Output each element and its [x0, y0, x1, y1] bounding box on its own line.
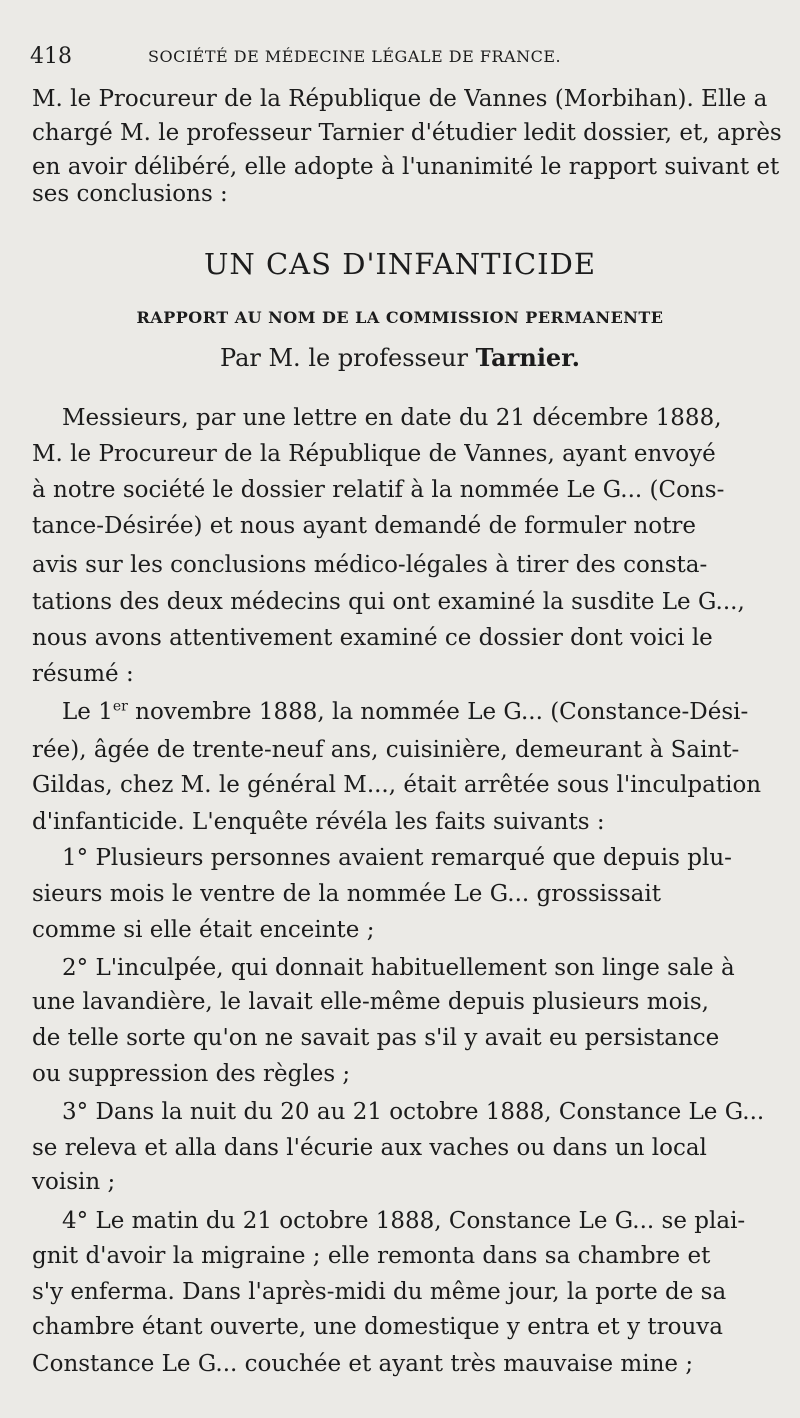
author-line — [0, 340, 800, 376]
running-header — [30, 42, 770, 72]
body-line: une lavandière, le lavait elle-même depuis plusieurs mois, — [32, 989, 709, 1015]
report-subtitle: RAPPORT AU NOM DE LA COMMISSION PERMANENTE — [136, 308, 664, 327]
body-line — [62, 694, 772, 730]
body-line: ou suppression des règles ; — [32, 1061, 351, 1087]
intro-line: M. le Procureur de la République de Vannes (Morbihan). Elle a — [32, 86, 768, 112]
paragraph-start: Le 1 — [62, 699, 113, 725]
body-line: voisin ; — [32, 1169, 116, 1195]
body-line: M. le Procureur de la République de Vannes, ayant envoyé — [32, 441, 716, 467]
body-line: Gildas, chez M. le général M..., était arrêtée sous l'inculpation — [32, 772, 762, 798]
body-line: d'infanticide. L'enquête révéla les faits suivants : — [32, 809, 605, 835]
body-line: tations des deux médecins qui ont examiné la susdite Le G..., — [32, 589, 745, 615]
body-line: nous avons attentivement examiné ce dossier dont voici le — [32, 625, 713, 651]
intro-line: en avoir délibéré, elle adopte à l'unanimité le rapport suivant et — [32, 154, 780, 180]
body-line: 4° Le matin du 21 octobre 1888, Constance Le G... se plai- — [62, 1208, 746, 1234]
page-number: 418 — [30, 44, 72, 69]
intro-line: ses conclusions : — [32, 181, 228, 207]
body-line: 3° Dans la nuit du 20 au 21 octobre 1888, Constance Le G... — [62, 1099, 765, 1125]
body-line: s'y enferma. Dans l'après-midi du même jour, la porte de sa — [32, 1279, 727, 1305]
body-line: rée), âgée de trente-neuf ans, cuisinière, demeurant à Saint- — [32, 737, 740, 763]
article-title: UN CAS D'INFANTICIDE — [203, 247, 597, 281]
body-line: résumé : — [32, 661, 134, 687]
paragraph-rest: novembre 1888, la nommée Le G... (Constance-Dési- — [135, 699, 749, 725]
author-name: Tarnier. — [475, 343, 580, 372]
ordinal-suffix: er — [112, 698, 128, 715]
intro-line: chargé M. le professeur Tarnier d'étudier ledit dossier, et, après — [32, 120, 782, 146]
body-line: Messieurs, par une lettre en date du 21 décembre 1888, — [62, 405, 722, 431]
body-line: comme si elle était enceinte ; — [32, 917, 375, 943]
body-line: avis sur les conclusions médico-légales à tirer des consta- — [32, 552, 708, 578]
author-prefix: Par M. le professeur — [220, 344, 468, 372]
journal-title: SOCIÉTÉ DE MÉDECINE LÉGALE DE FRANCE. — [148, 47, 562, 66]
body-line: de telle sorte qu'on ne savait pas s'il y avait eu persistance — [32, 1025, 720, 1051]
body-line: 2° L'inculpée, qui donnait habituellement son linge sale à — [62, 955, 735, 981]
body-line: tance-Désirée) et nous ayant demandé de formuler notre — [32, 513, 697, 539]
body-line: sieurs mois le ventre de la nommée Le G... grossissait — [32, 881, 661, 907]
body-line: gnit d'avoir la migraine ; elle remonta dans sa chambre et — [32, 1243, 711, 1269]
body-line: se releva et alla dans l'écurie aux vaches ou dans un local — [32, 1135, 707, 1161]
body-line: Constance Le G... couchée et ayant très mauvaise mine ; — [32, 1351, 694, 1377]
body-line: 1° Plusieurs personnes avaient remarqué que depuis plu- — [62, 845, 732, 871]
body-line: à notre société le dossier relatif à la nommée Le G... (Cons- — [32, 477, 725, 503]
body-line: chambre étant ouverte, une domestique y entra et y trouva — [32, 1314, 723, 1340]
